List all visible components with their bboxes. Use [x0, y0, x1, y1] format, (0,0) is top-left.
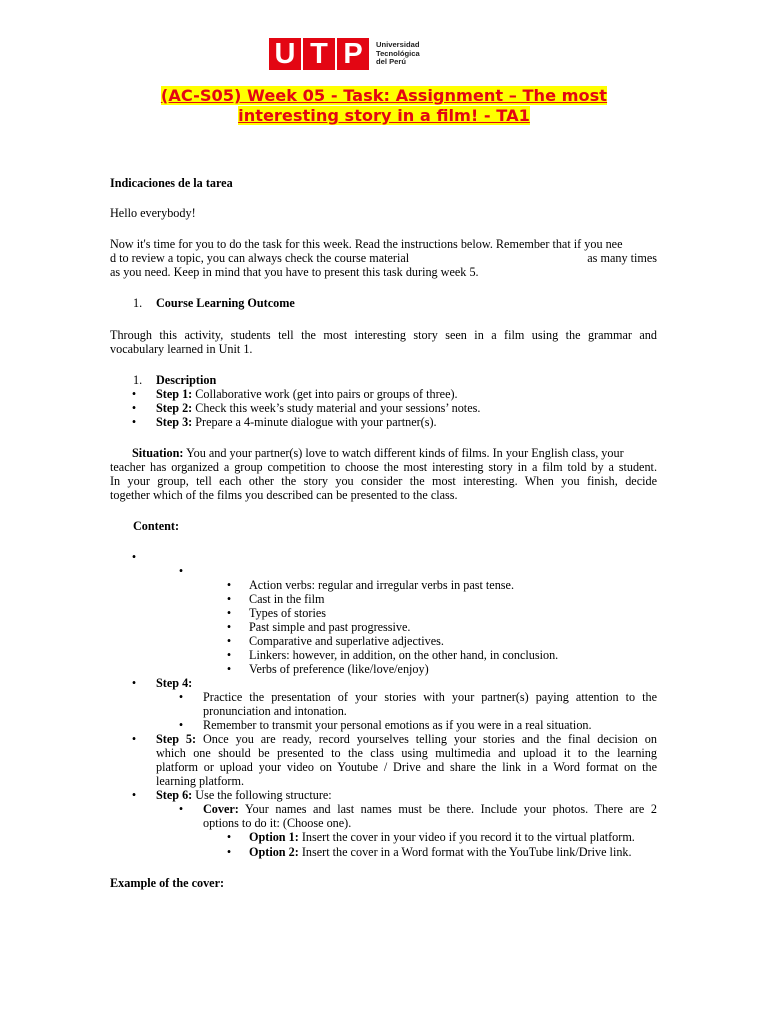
step-5-line-2: which one should be presented to the class using multimedia and upload it to the learning — [156, 746, 657, 760]
logo-letter-t: T — [310, 38, 328, 70]
intro-line-3: as you need. Keep in mind that you have to present this task during week 5. — [110, 265, 479, 279]
situation-line-1: Situation: You and your partner(s) love to watch different kinds of films. In your English class, your — [132, 446, 624, 460]
outcome-text-line-1: Through this activity, students tell the most interesting story seen in a film using the grammar and — [110, 328, 657, 342]
bullet-icon: • — [226, 648, 232, 662]
content-item: Types of stories — [249, 606, 326, 620]
logo-letter-p: P — [343, 38, 363, 70]
bullet-icon: • — [131, 788, 137, 802]
bullet-icon: • — [178, 690, 184, 704]
bullet-icon: • — [131, 550, 137, 564]
cover-line-2: options to do it: (Choose one). — [203, 816, 352, 830]
bullet-icon: • — [226, 592, 232, 606]
bullet-icon: • — [178, 564, 184, 578]
step-5-line-1: Step 5: Once you are ready, record yourselves telling your stories and the final decision on — [156, 732, 657, 746]
content-item: Linkers: however, in addition, on the other hand, in conclusion. — [249, 648, 559, 662]
description-heading: Description — [156, 373, 217, 387]
step-4-remember: Remember to transmit your personal emotions as if you were in a real situation. — [203, 718, 592, 732]
step-3: Step 3: Prepare a 4-minute dialogue with your partner(s). — [156, 415, 437, 429]
bullet-icon: • — [178, 802, 184, 816]
situation-line-2: teacher has organized a group competition to choose the most interesting story in a film told by a student. — [110, 460, 657, 474]
step-5-line-3: platform or upload your video on Youtube / Drive and share the link in a Word format on the — [156, 760, 657, 774]
bullet-icon: • — [131, 387, 137, 401]
bullet-icon: • — [178, 718, 184, 732]
option-2: Option 2: Insert the cover in a Word format with the YouTube link/Drive link. — [249, 845, 632, 859]
description-number: 1. — [133, 373, 143, 387]
situation-line-4: together which of the films you described can be presented to the class. — [110, 488, 458, 502]
bullet-icon: • — [226, 578, 232, 592]
step-2: Step 2: Check this week’s study material and your sessions’ notes. — [156, 401, 481, 415]
bullet-icon: • — [131, 415, 137, 429]
intro-line-2: d to review a topic, you can always check the course material as many times — [110, 251, 657, 265]
content-item: Cast in the film — [249, 592, 325, 606]
content-item: Comparative and superlative adjectives. — [249, 634, 444, 648]
outcome-number: 1. — [133, 296, 143, 310]
step-6: Step 6: Use the following structure: — [156, 788, 332, 802]
outcome-heading: Course Learning Outcome — [156, 296, 295, 310]
greeting: Hello everybody! — [110, 206, 196, 220]
bullet-icon: • — [226, 830, 232, 844]
bullet-icon: • — [226, 634, 232, 648]
content-heading: Content: — [133, 519, 180, 533]
logo-university-name: Universidad Tecnológica del Perú — [376, 40, 420, 67]
option-1: Option 1: Insert the cover in your video if you record it to the virtual platform. — [249, 830, 635, 844]
content-item: Verbs of preference (like/love/enjoy) — [249, 662, 429, 676]
bullet-icon: • — [226, 620, 232, 634]
logo-letter-u: U — [274, 38, 296, 70]
content-item: Action verbs: regular and irregular verbs in past tense. — [249, 578, 514, 592]
bullet-icon: • — [226, 606, 232, 620]
bullet-icon: • — [131, 676, 137, 690]
intro-line-1: Now it's time for you to do the task for this week. Read the instructions below. Remember that if you nee — [110, 237, 623, 251]
logo-mark — [269, 38, 369, 70]
step-4-label: Step 4: — [156, 676, 193, 690]
step-5-line-4: learning platform. — [156, 774, 244, 788]
example-heading: Example of the cover: — [110, 876, 225, 890]
section-heading: Indicaciones de la tarea — [110, 176, 233, 190]
content-item: Past simple and past progressive. — [249, 620, 411, 634]
title-line-2: interesting story in a film! - TA1 — [238, 106, 530, 125]
cover-line-1: Cover: Your names and last names must be there. Include your photos. There are 2 — [203, 802, 657, 816]
bullet-icon: • — [226, 662, 232, 676]
bullet-icon: • — [131, 732, 137, 746]
step-4-practice-line-1: Practice the presentation of your stories with your partner(s) paying attention to the — [203, 690, 657, 704]
situation-line-3: In your group, tell each other the story you consider the most interesting. When you finish, decide — [110, 474, 657, 488]
outcome-text-line-2: vocabulary learned in Unit 1. — [110, 342, 253, 356]
bullet-icon: • — [226, 845, 232, 859]
utp-logo — [269, 38, 420, 70]
page-title — [80, 86, 688, 126]
bullet-icon: • — [131, 401, 137, 415]
title-line-1: (AC-S05) Week 05 - Task: Assignment – The most — [160, 86, 608, 105]
step-1: Step 1: Collaborative work (get into pairs or groups of three). — [156, 387, 458, 401]
step-4-practice-line-2: pronunciation and intonation. — [203, 704, 347, 718]
